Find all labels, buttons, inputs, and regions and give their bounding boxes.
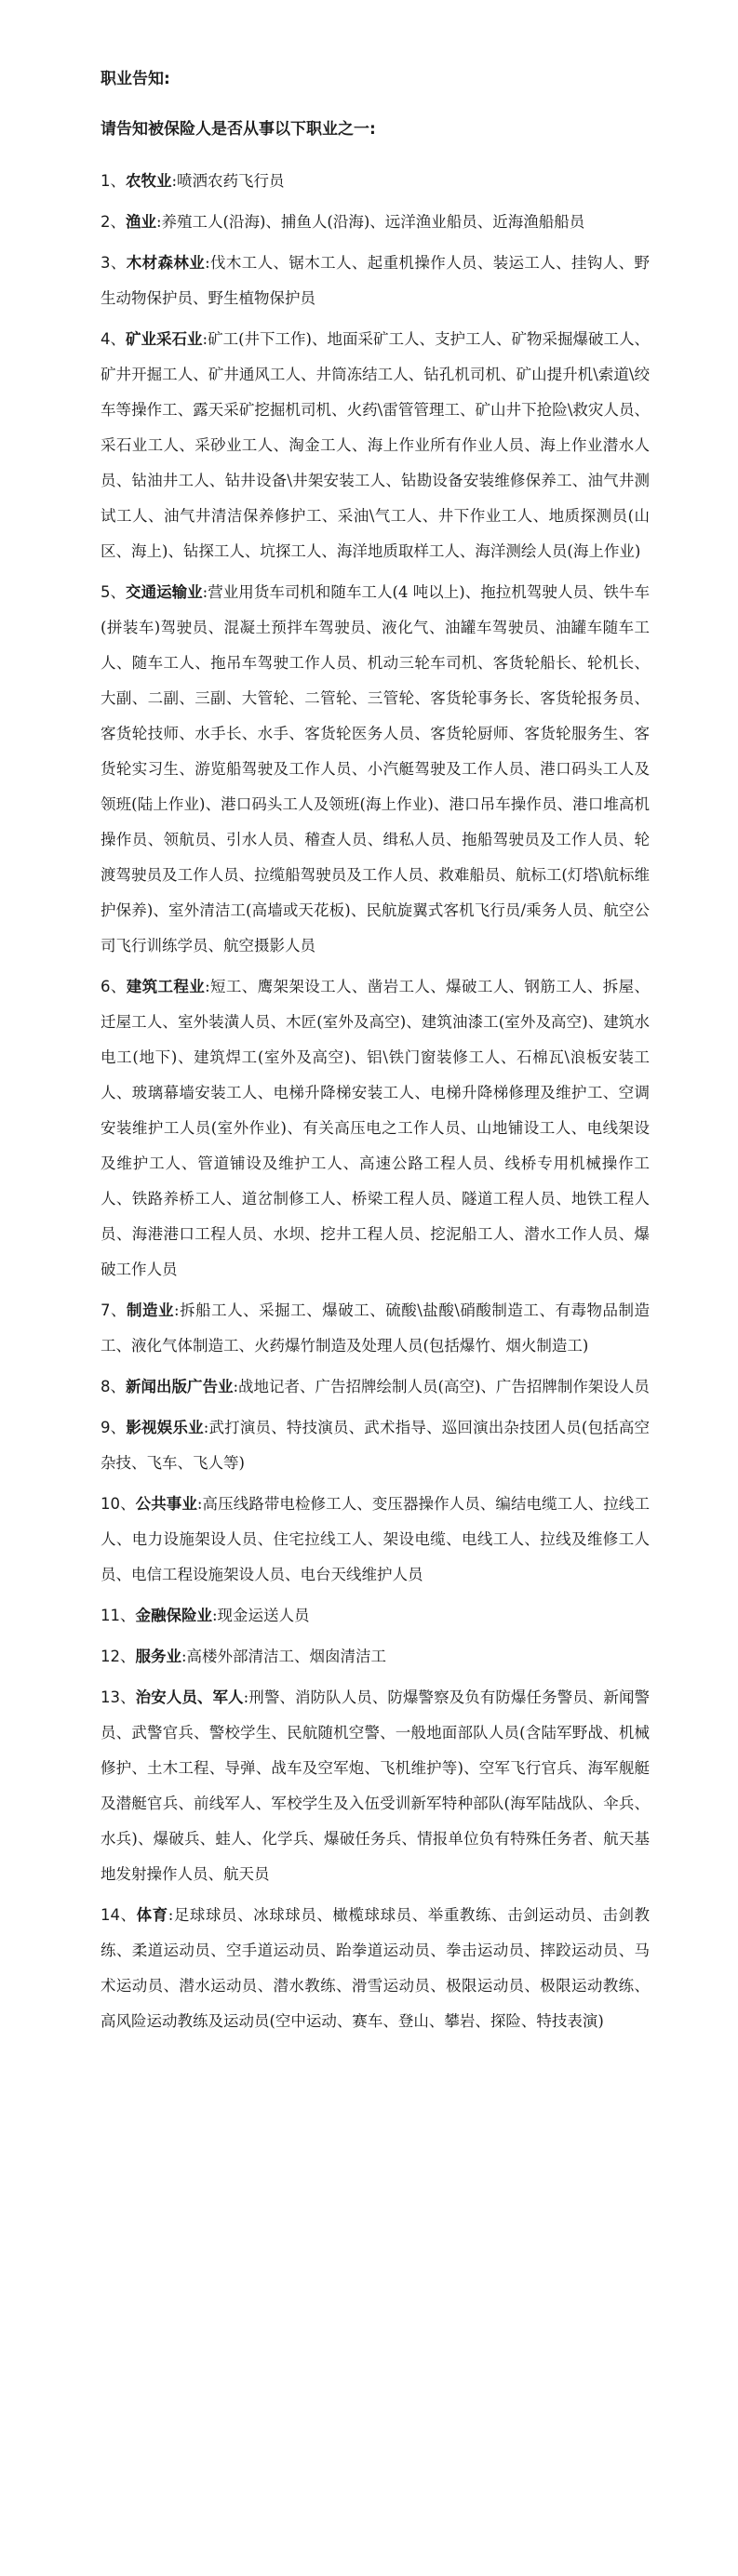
item-category: 制造业 <box>127 1301 175 1319</box>
item-description: :战地记者、广告招牌绘制人员(高空)、广告招牌制作架设人员 <box>233 1378 650 1395</box>
item-number: 2、 <box>101 213 126 231</box>
notice-title: 职业告知: <box>101 70 170 88</box>
item-description: :伐木工人、锯木工人、起重机操作人员、装运工人、挂钩人、野生动物保护员、野生植物保护员 <box>101 254 651 307</box>
item-description: :武打演员、特技演员、武术指导、巡回演出杂技团人员(包括高空杂技、飞车、飞人等) <box>101 1419 650 1472</box>
item-number: 1、 <box>101 172 126 190</box>
list-item <box>101 1639 650 1675</box>
item-number: 12、 <box>101 1648 136 1665</box>
item-description: :矿工(井下工作)、地面采矿工人、支护工人、矿物采掘爆破工人、矿井开掘工人、矿井通风工人、井筒冻结工人、钻孔机司机、矿山提升机\索道\绞车等操作工、露天采矿挖掘机司机、火药\雷管管理工、矿山井下抢险\救灾人员、采石业工人、采砂业工人、淘金工人、海上作业所有作业人员、海上作业潜水人员、钻油井工人、钻井设备\井架安装工人、钻勘设备安装维修保养工、油气井测试工人、油气井清洁保养修护工、采油\气工人、井下作业工人、地质探测员(山区、海上)、钻探工人、坑探工人、海洋地质取样工人、海洋测绘人员(海上作业) <box>101 330 651 560</box>
list-item <box>101 1898 650 2039</box>
item-description: :高压线路带电检修工人、变压器操作人员、编结电缆工人、拉线工人、电力设施架设人员、住宅拉线工人、架设电缆、电线工人、拉线及维修工人员、电信工程设施架设人员、电台天线维护人员 <box>101 1495 651 1583</box>
item-number: 10、 <box>101 1495 136 1513</box>
list-item <box>101 1598 650 1634</box>
item-category: 新闻出版广告业 <box>126 1378 234 1395</box>
list-item <box>101 1369 650 1405</box>
item-description: :刑警、消防队人员、防爆警察及负有防爆任务警员、新闻警员、武警官兵、警校学生、民航随机空警、一般地面部队人员(含陆军野战、机械修护、土木工程、导弹、战车及空军炮、飞机维护等)、空军飞行官兵、海军舰艇及潜艇官兵、前线军人、军校学生及入伍受训新军特种部队(海军陆战队、伞兵、水兵)、爆破兵、蛙人、化学兵、爆破任务兵、情报单位负有特殊任务者、航天基地发射操作人员、航天员 <box>101 1688 651 1883</box>
list-item <box>101 969 650 1288</box>
list-item <box>101 1680 650 1892</box>
item-category: 建筑工程业 <box>126 978 206 995</box>
list-item <box>101 575 650 964</box>
item-description: :拆船工人、采掘工、爆破工、硫酸\盐酸\硝酸制造工、有毒物品制造工、液化气体制造工、火药爆竹制造及处理人员(包括爆竹、烟火制造工) <box>101 1301 650 1355</box>
item-category: 服务业 <box>135 1648 181 1665</box>
item-number: 14、 <box>101 1906 137 1924</box>
occupation-notice <box>101 65 650 2045</box>
item-description: :养殖工人(沿海)、捕鱼人(沿海)、远洋渔业船员、近海渔船船员 <box>156 213 585 231</box>
item-number: 4、 <box>101 330 127 348</box>
item-category: 公共事业 <box>135 1495 197 1513</box>
list-item <box>101 322 650 569</box>
list-item <box>101 205 650 240</box>
item-number: 7、 <box>101 1301 127 1319</box>
item-category: 金融保险业 <box>135 1607 212 1624</box>
list-item <box>101 164 650 199</box>
item-number: 13、 <box>101 1688 136 1706</box>
list-item <box>101 246 650 316</box>
item-number: 5、 <box>101 583 127 601</box>
item-category: 农牧业 <box>126 172 172 190</box>
item-description: :喷洒农药飞行员 <box>171 172 285 190</box>
item-category: 木材森林业 <box>126 254 206 272</box>
item-category: 影视娱乐业 <box>126 1419 204 1436</box>
item-number: 6、 <box>101 978 127 995</box>
item-number: 11、 <box>101 1607 136 1624</box>
item-category: 体育 <box>136 1906 168 1924</box>
item-number: 8、 <box>101 1378 126 1395</box>
item-category: 矿业采石业 <box>126 330 203 348</box>
list-item <box>101 1487 650 1593</box>
item-category: 治安人员、军人 <box>135 1688 244 1706</box>
list-item <box>101 1293 650 1364</box>
item-number: 3、 <box>101 254 127 272</box>
item-number: 9、 <box>101 1419 127 1436</box>
item-description: :短工、鹰架架设工人、凿岩工人、爆破工人、钢筋工人、拆屋、迁屋工人、室外装潢人员、木匠(室外及高空)、建筑油漆工(室外及高空)、建筑水电工(地下)、建筑焊工(室外及高空)、铝\铁门窗装修工人、石棉瓦\浪板安装工人、玻璃幕墙安装工人、电梯升降梯安装工人、电梯升降梯修理及维护工、空调安装维护工人员(室外作业)、有关高压电之工作人员、山地铺设工人、电线架设及维护工人、管道铺设及维护工人、高速公路工程人员、线桥专用机械操作工人、铁路养桥工人、道岔制修工人、桥梁工程人员、隧道工程人员、地铁工程人员、海港港口工程人员、水坝、挖井工程人员、挖泥船工人、潜水工作人员、爆破工作人员 <box>101 978 651 1278</box>
item-description: :高楼外部清洁工、烟囱清洁工 <box>181 1648 387 1665</box>
item-category: 渔业 <box>126 213 156 231</box>
item-description: :现金运送人员 <box>212 1607 310 1624</box>
item-category: 交通运输业 <box>126 583 203 601</box>
item-description: :足球球员、冰球球员、橄榄球球员、举重教练、击剑运动员、击剑教练、柔道运动员、空手道运动员、跆拳道运动员、拳击运动员、摔跤运动员、马术运动员、潜水运动员、潜水教练、滑雪运动员、极限运动员、极限运动教练、高风险运动教练及运动员(空中运动、赛车、登山、攀岩、探险、特技表演) <box>101 1906 651 2030</box>
notice-subtitle: 请告知被保险人是否从事以下职业之一: <box>101 120 376 139</box>
list-item <box>101 1410 650 1481</box>
item-description: :营业用货车司机和随车工人(4 吨以上)、拖拉机驾驶人员、铁牛车(拼装车)驾驶员、混凝土预拌车驾驶员、液化气、油罐车驾驶员、油罐车随车工人、随车工人、拖吊车驾驶工作人员、机动三轮车司机、客货轮船长、轮机长、大副、二副、三副、大管轮、二管轮、三管轮、客货轮事务长、客货轮报务员、客货轮技师、水手长、水手、客货轮医务人员、客货轮厨师、客货轮服务生、客货轮实习生、游览船驾驶及工作人员、小汽艇驾驶及工作人员、港口码头工人及领班(陆上作业)、港口码头工人及领班(海上作业)、港口吊车操作员、港口堆高机操作员、领航员、引水人员、稽查人员、缉私人员、拖船驾驶员及工作人员、轮渡驾驶员及工作人员、拉缆船驾驶员及工作人员、救难船员、航标工(灯塔\航标维护保养)、室外清洁工(高墙或天花板)、民航旋翼式客机飞行员/乘务人员、航空公司飞行训练学员、航空摄影人员 <box>101 583 651 954</box>
